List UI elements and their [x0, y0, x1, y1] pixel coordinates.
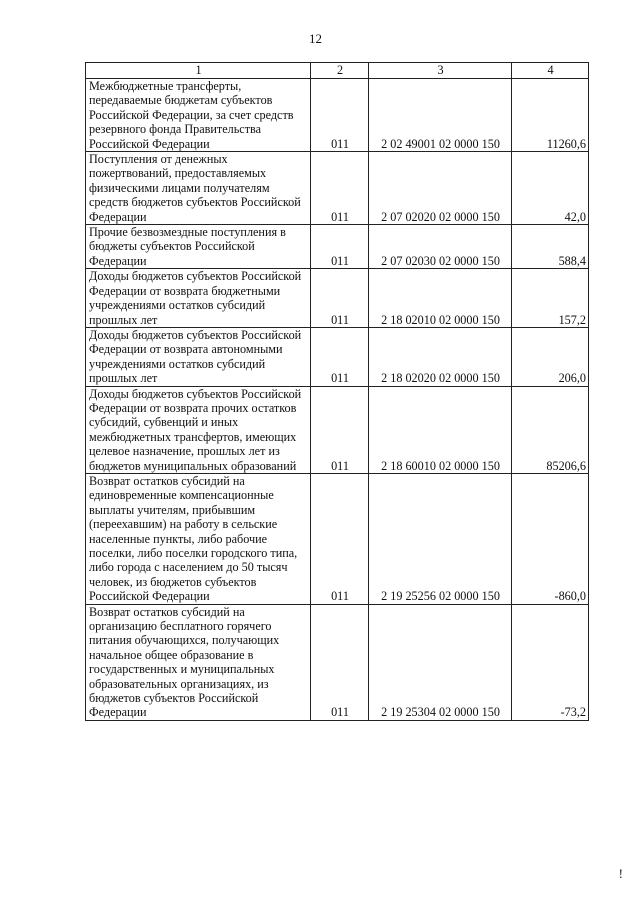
amount-cell: -73,2 [512, 604, 589, 720]
budget-revenue-table [85, 62, 589, 721]
table-row [86, 269, 589, 328]
table-row [86, 79, 589, 152]
amount-cell: 85206,6 [512, 386, 589, 473]
classification-code-cell: 2 18 60010 02 0000 150 [369, 386, 512, 473]
amount-cell: -860,0 [512, 473, 589, 604]
revenue-name-cell: Возврат остатков субсидий на единовременные компенсационные выплаты учителям, прибывшим (переехавшим) на работу в сельские населенные пункты, либо рабочие поселки, либо поселки городского типа, либо города с населением до 50 тысяч человек, из бюджетов субъектов Российской Федерации [86, 473, 311, 604]
classification-code-cell: 2 18 02010 02 0000 150 [369, 269, 512, 328]
admin-code-cell: 011 [311, 473, 369, 604]
column-header-4: 4 [512, 63, 589, 79]
page-number: 12 [309, 31, 322, 46]
table-row [86, 473, 589, 604]
classification-code-cell: 2 18 02020 02 0000 150 [369, 327, 512, 386]
column-header-2: 2 [311, 63, 369, 79]
column-header-1: 1 [86, 63, 311, 79]
classification-code-cell: 2 19 25304 02 0000 150 [369, 604, 512, 720]
revenue-name-cell: Прочие безвозмездные поступления в бюджеты субъектов Российской Федерации [86, 225, 311, 269]
admin-code-cell: 011 [311, 269, 369, 328]
admin-code-cell: 011 [311, 152, 369, 225]
admin-code-cell: 011 [311, 386, 369, 473]
revenue-name-cell: Доходы бюджетов субъектов Российской Федерации от возврата бюджетными учреждениями остатков субсидий прошлых лет [86, 269, 311, 328]
amount-cell: 42,0 [512, 152, 589, 225]
column-header-3: 3 [369, 63, 512, 79]
classification-code-cell: 2 07 02030 02 0000 150 [369, 225, 512, 269]
revenue-name-cell: Поступления от денежных пожертвований, предоставляемых физическими лицами получателям средств бюджетов субъектов Российской Федерации [86, 152, 311, 225]
table-row [86, 604, 589, 720]
margin-mark: ! [618, 866, 623, 881]
table-row [86, 386, 589, 473]
revenue-name-cell: Доходы бюджетов субъектов Российской Федерации от возврата автономными учреждениями остатков субсидий прошлых лет [86, 327, 311, 386]
classification-code-cell: 2 19 25256 02 0000 150 [369, 473, 512, 604]
amount-cell: 157,2 [512, 269, 589, 328]
admin-code-cell: 011 [311, 225, 369, 269]
classification-code-cell: 2 02 49001 02 0000 150 [369, 79, 512, 152]
amount-cell: 588,4 [512, 225, 589, 269]
table-header-row [86, 63, 589, 79]
admin-code-cell: 011 [311, 79, 369, 152]
admin-code-cell: 011 [311, 604, 369, 720]
revenue-name-cell: Межбюджетные трансферты, передаваемые бюджетам субъектов Российской Федерации, за счет средств резервного фонда Правительства Российской Федерации [86, 79, 311, 152]
revenue-name-cell: Возврат остатков субсидий на организацию бесплатного горячего питания обучающихся, получающих начальное общее образование в государственных и муниципальных образовательных организациях, из бюджетов субъектов Российской Федерации [86, 604, 311, 720]
table-row [86, 225, 589, 269]
amount-cell: 11260,6 [512, 79, 589, 152]
classification-code-cell: 2 07 02020 02 0000 150 [369, 152, 512, 225]
admin-code-cell: 011 [311, 327, 369, 386]
table-row [86, 152, 589, 225]
amount-cell: 206,0 [512, 327, 589, 386]
revenue-name-cell: Доходы бюджетов субъектов Российской Федерации от возврата прочих остатков субсидий, субвенций и иных межбюджетных трансфертов, имеющих целевое назначение, прошлых лет из бюджетов муниципальных образований [86, 386, 311, 473]
table-row [86, 327, 589, 386]
